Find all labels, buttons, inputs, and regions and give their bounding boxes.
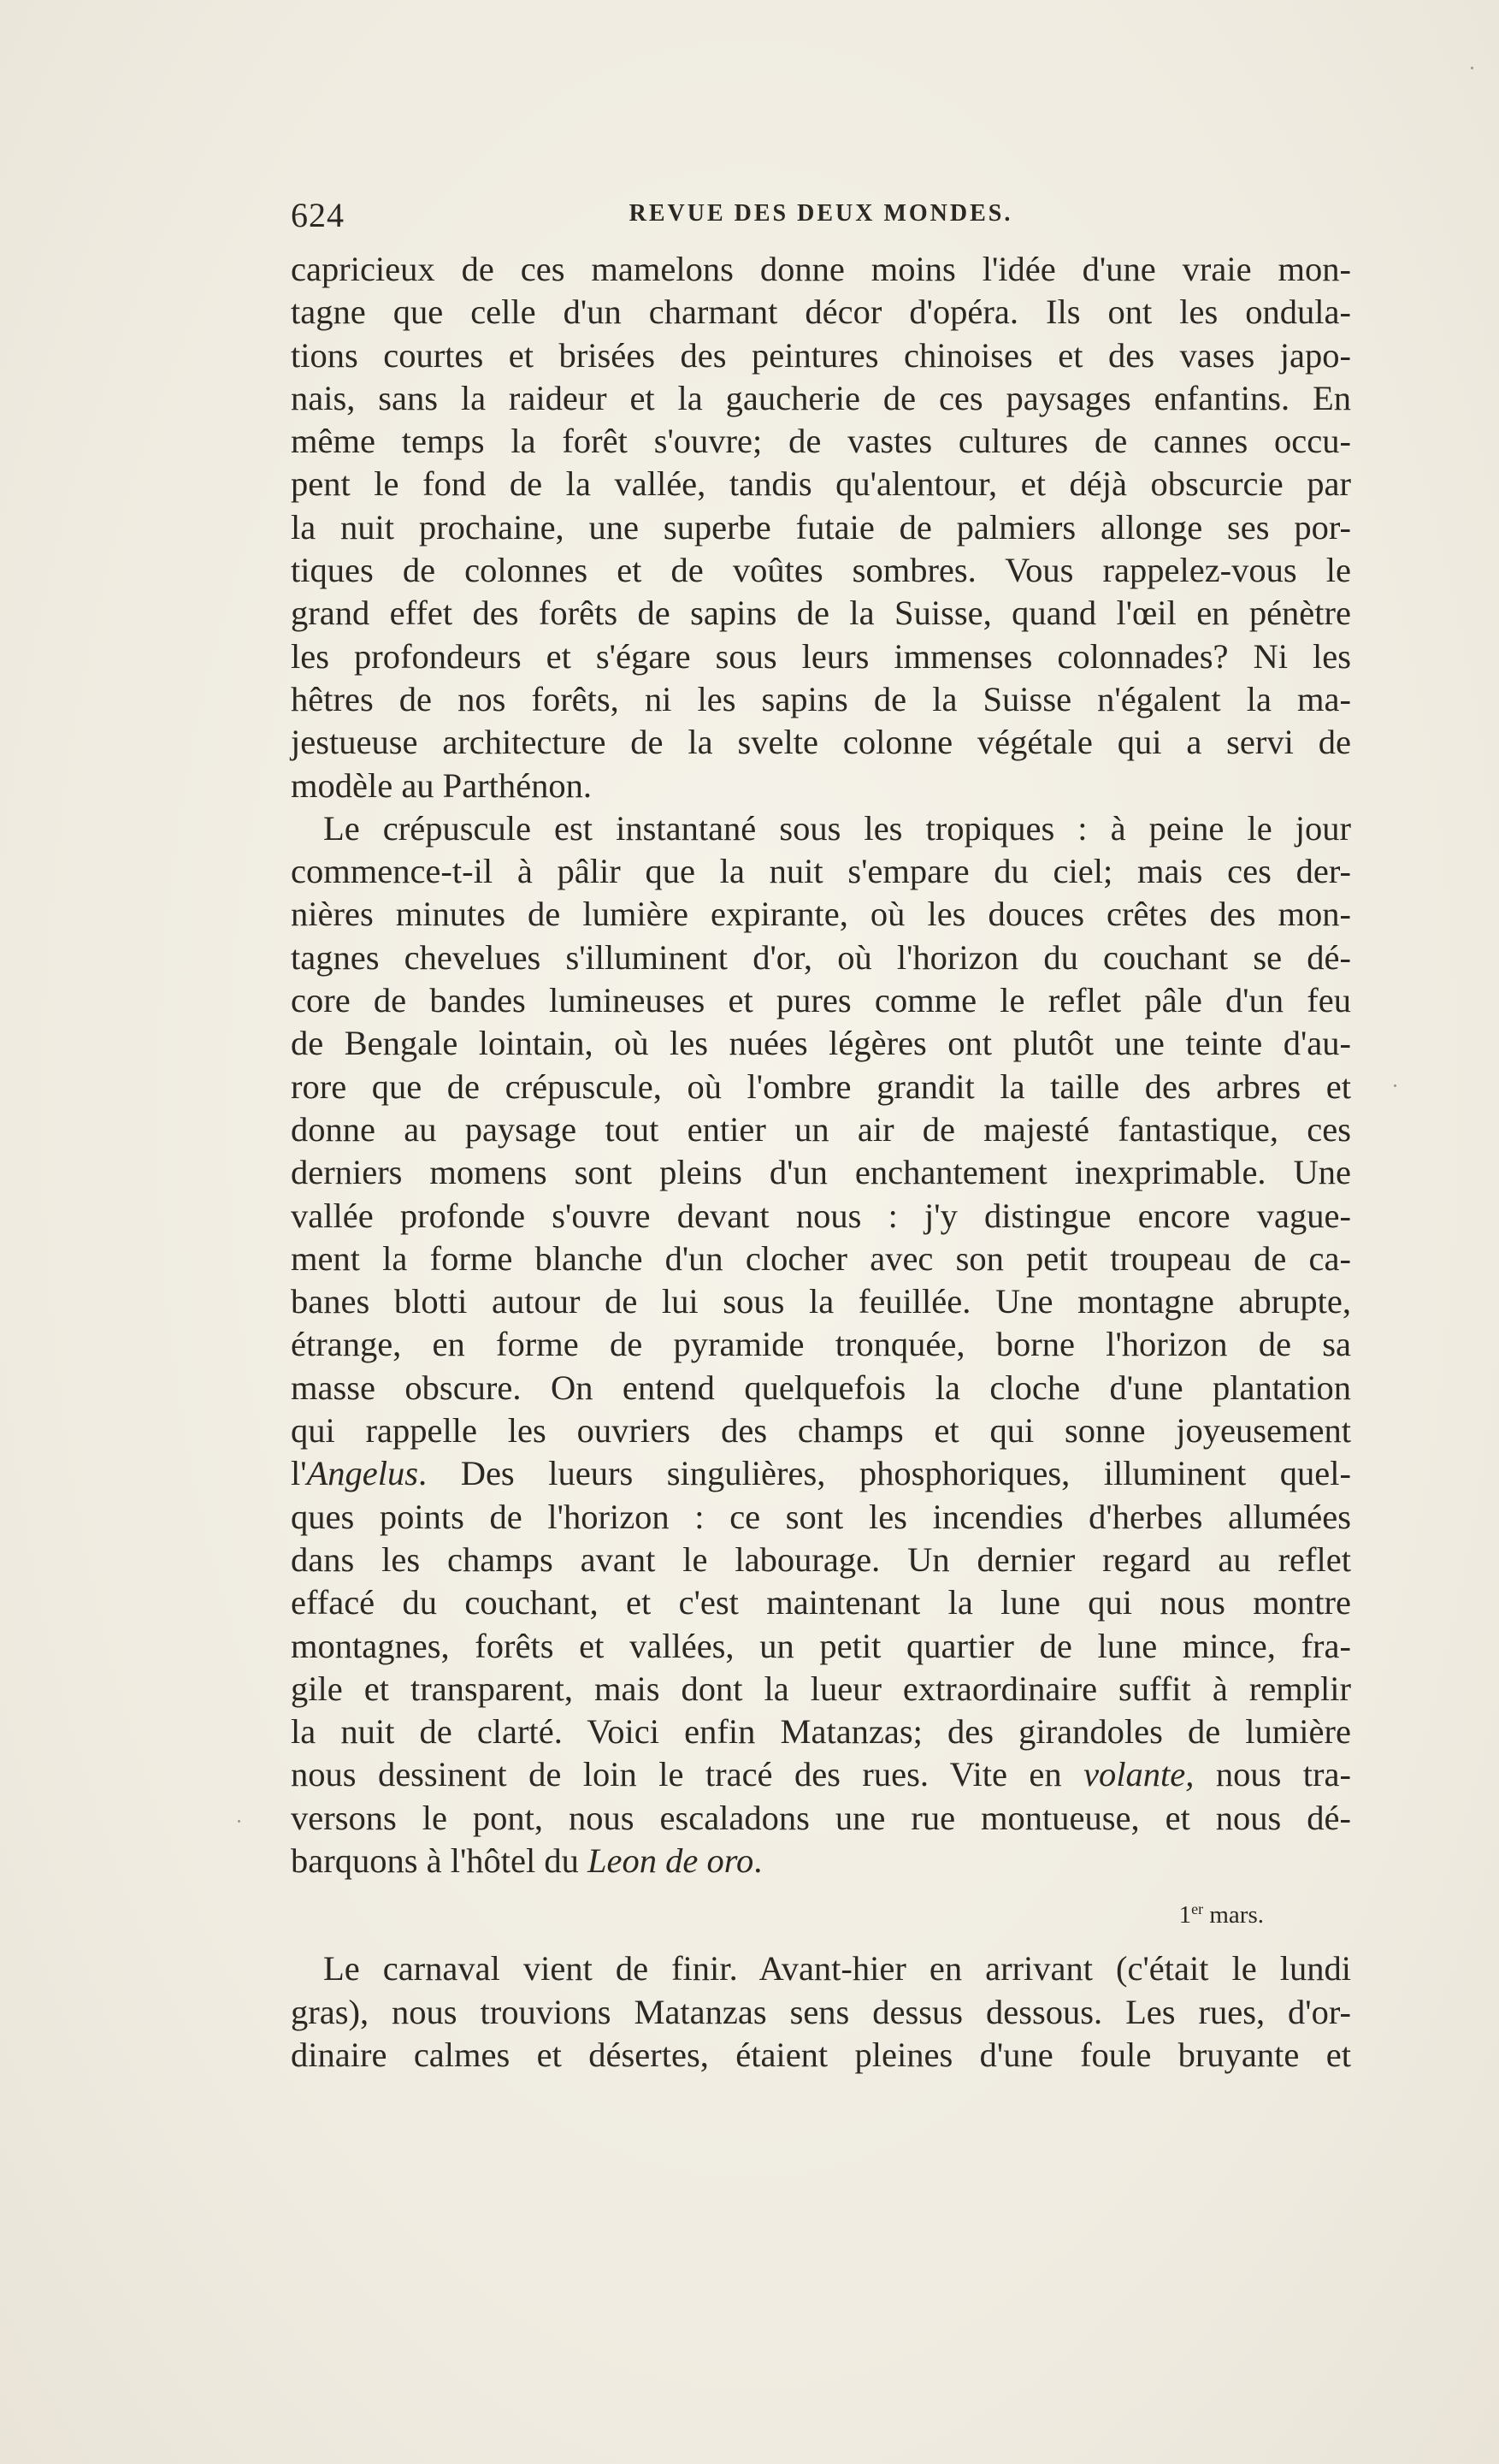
hotel-name-italic: Leon de oro <box>587 1841 754 1880</box>
paper-speck <box>238 1820 240 1823</box>
text-line: dans les champs avant le labourage. Un dernier regard au reflet <box>291 1539 1351 1579</box>
text-line: donne au paysage tout entier un air de majesté fantastique, ces <box>291 1109 1351 1149</box>
text-line: de Bengale lointain, où les nuées légères ont plutôt une teinte d'au- <box>291 1024 1351 1063</box>
text-line: grand effet des forêts de sapins de la Suisse, quand l'œil en pénètre <box>291 594 1351 633</box>
text-line: l'Angelus. Des lueurs singulières, phosphoriques, illuminent quel- <box>291 1454 1351 1493</box>
text-line: gile et transparent, mais dont la lueur extraordinaire suffit à remplir <box>291 1669 1351 1708</box>
text-line: versons le pont, nous escaladons une rue montueuse, et nous dé- <box>291 1798 1351 1837</box>
text-line: dinaire calmes et désertes, étaient pleines d'une foule bruyante et <box>291 2035 1351 2074</box>
text-line: la nuit prochaine, une superbe futaie de palmiers allonge ses por- <box>291 507 1351 547</box>
text-line: étrange, en forme de pyramide tronquée, borne l'horizon de sa <box>291 1325 1351 1364</box>
page-number: 624 <box>291 196 345 234</box>
text-line: vallée profonde s'ouvre devant nous : j'y distingue encore vague- <box>291 1196 1351 1235</box>
text-line-last: barquons à l'hôtel du Leon de oro. <box>291 1841 763 1880</box>
text-line: la nuit de clarté. Voici enfin Matanzas; des girandoles de lumière <box>291 1712 1351 1752</box>
text-line: pent le fond de la vallée, tandis qu'alentour, et déjà obscurcie par <box>291 464 1351 504</box>
text-line: tagne que celle d'un charmant décor d'opéra. Ils ont les ondula- <box>291 292 1351 332</box>
volante-italic: volante, <box>1083 1755 1195 1794</box>
page-header <box>291 195 1351 238</box>
text-line: masse obscure. On entend quelquefois la cloche d'une plantation <box>291 1368 1351 1407</box>
text-line: même temps la forêt s'ouvre; de vastes cultures de cannes occu- <box>291 422 1351 461</box>
text-line: derniers momens sont pleins d'un enchantement inexprimable. Une <box>291 1153 1351 1192</box>
running-title: REVUE DES DEUX MONDES. <box>629 200 1013 227</box>
text-line: nous dessinent de loin le tracé des rues. Vite en volante, nous tra- <box>291 1755 1351 1794</box>
text-line: tions courtes et brisées des peintures chinoises et des vases japo- <box>291 335 1351 375</box>
body-text <box>291 248 1351 2077</box>
paragraph-continuation <box>291 248 1351 807</box>
text-line: capricieux de ces mamelons donne moins l'idée d'une vraie mon- <box>291 250 1351 288</box>
paragraph-twilight <box>291 807 1351 1882</box>
paragraph-carnival <box>291 1947 1351 2077</box>
text-line: tiques de colonnes et de voûtes sombres. Vous rappelez-vous le <box>291 551 1351 590</box>
text-line: qui rappelle les ouvriers des champs et qui sonne joyeusement <box>291 1411 1351 1451</box>
angelus-italic: Angelus <box>306 1454 419 1493</box>
text-line: hêtres de nos forêts, ni les sapins de la Suisse n'égalent la ma- <box>291 679 1351 718</box>
text-line: core de bandes lumineuses et pures comme le reflet pâle d'un feu <box>291 981 1351 1020</box>
text-line: gras), nous trouvions Matanzas sens dessus dessous. Les rues, d'or- <box>291 1992 1351 2031</box>
text-line: nais, sans la raideur et la gaucherie de ces paysages enfantins. En <box>291 378 1351 417</box>
text-line: Le crépuscule est instantané sous les tropiques : à peine le jour <box>323 808 1351 848</box>
text-line: ment la forme blanche d'un clocher avec son petit troupeau de ca- <box>291 1238 1351 1278</box>
text-line: jestueuse architecture de la svelte colonne végétale qui a servi de <box>291 723 1351 762</box>
diary-date: 1er mars. <box>1178 1900 1264 1929</box>
text-line: nières minutes de lumière expirante, où les douces crêtes des mon- <box>291 895 1351 934</box>
text-line: modèle au Parthénon. <box>291 765 593 805</box>
text-line: Le carnaval vient de finir. Avant-hier en arrivant (c'était le lundi <box>323 1949 1351 1988</box>
text-line: ques points de l'horizon : ce sont les incendies d'herbes allumées <box>291 1497 1351 1536</box>
text-line: les profondeurs et s'égare sous leurs immenses colonnades? Ni les <box>291 636 1351 676</box>
paper-speck <box>1471 67 1473 69</box>
text-line: tagnes chevelues s'illuminent d'or, où l'horizon du couchant se dé- <box>291 937 1351 977</box>
text-line: montagnes, forêts et vallées, un petit quartier de lune mince, fra- <box>291 1626 1351 1665</box>
text-line: banes blotti autour de lui sous la feuillée. Une montagne abrupte, <box>291 1282 1351 1321</box>
text-line: commence-t-il à pâlir que la nuit s'empare du ciel; mais ces der- <box>291 852 1351 891</box>
text-line: effacé du couchant, et c'est maintenant la lune qui nous montre <box>291 1583 1351 1622</box>
text-line: rore que de crépuscule, où l'ombre grandit la taille des arbres et <box>291 1067 1351 1106</box>
paper-speck <box>1394 1084 1396 1087</box>
